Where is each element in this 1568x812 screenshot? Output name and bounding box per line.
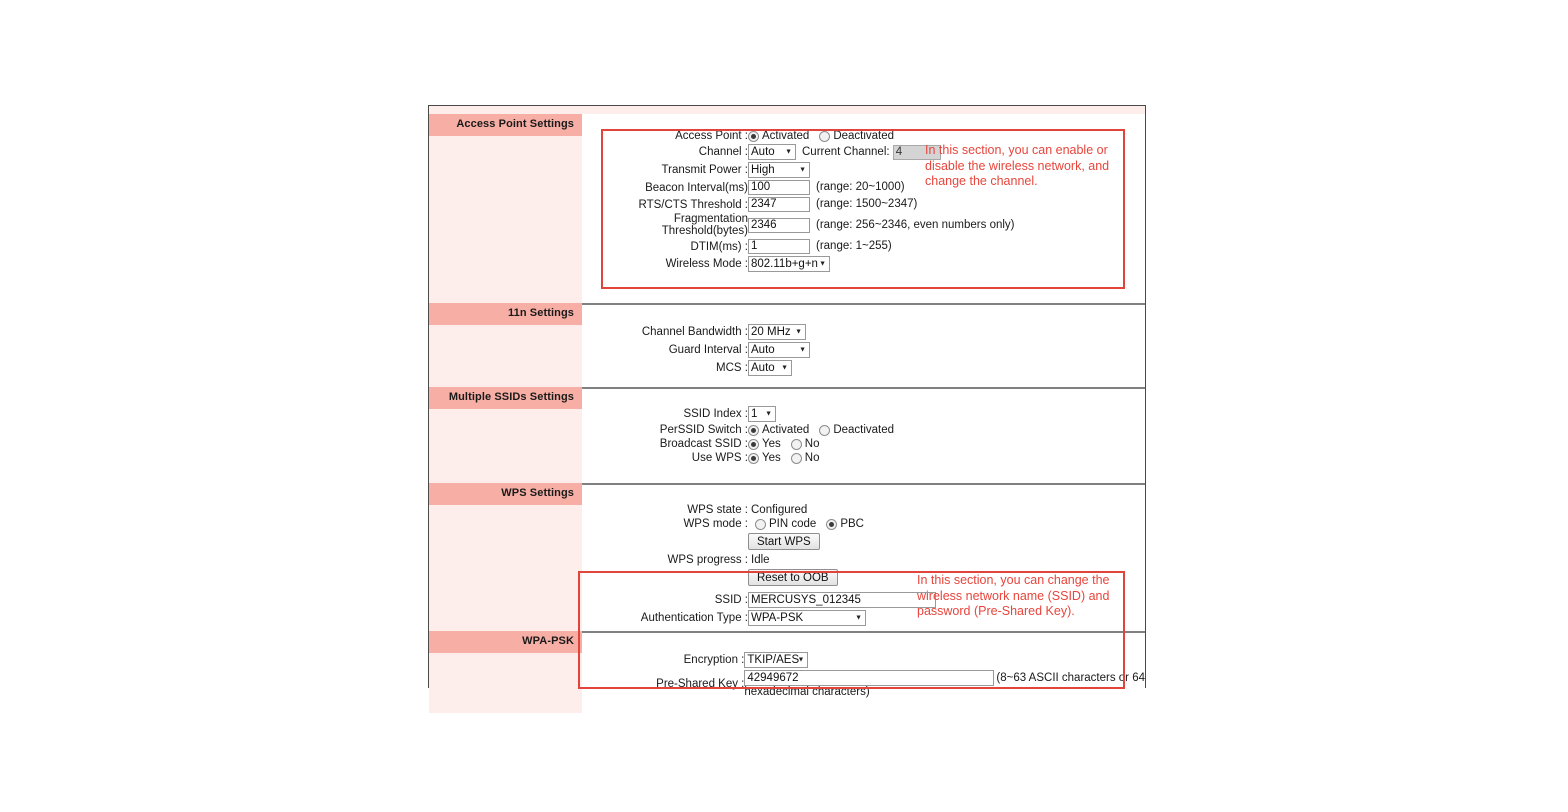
- channel-select[interactable]: [748, 144, 796, 160]
- transmit-power-label: Transmit Power :: [661, 164, 748, 177]
- authentication-type-select[interactable]: [748, 610, 866, 626]
- access-point-label: Access Point :: [675, 130, 748, 143]
- field-row-wps-state: [600, 503, 936, 517]
- pre-shared-key-input[interactable]: [744, 670, 994, 686]
- reset-oob-spacer: [600, 567, 748, 586]
- wps-settings-section: [582, 483, 1145, 631]
- dtim-input[interactable]: [748, 239, 810, 254]
- wps-mode-pin-code-label: PIN code: [769, 518, 817, 530]
- wps-progress-value-cell: [748, 553, 936, 567]
- ssid-index-select-wrap: [748, 406, 776, 422]
- perssid-switch-deactivated-radio[interactable]: [819, 425, 830, 436]
- sidebar-spacer-4: [429, 505, 582, 631]
- access-point-settings-section: [582, 114, 1145, 303]
- access-point-annotation-note: In this section, you can enable or disable the wireless network, and change the channel.: [925, 143, 1110, 188]
- multiple-ssids-fields: [600, 405, 904, 465]
- reset-to-oob-button[interactable]: Reset to OOB: [748, 569, 838, 586]
- pre-shared-key-hint-line2: hexadecimal characters): [744, 686, 870, 698]
- wps-progress-label: WPS progress :: [667, 554, 748, 567]
- access-point-radios: [748, 129, 1015, 143]
- authentication-type-label: Authentication Type :: [640, 612, 748, 625]
- section-nav-sidebar: [429, 114, 582, 689]
- sidebar-spacer-1: [429, 136, 582, 303]
- ssid-index-select[interactable]: [748, 406, 776, 422]
- use-wps-no-radio[interactable]: [791, 453, 802, 464]
- rts-cts-threshold-input[interactable]: [748, 197, 810, 212]
- transmit-power-select-wrap: [748, 162, 810, 178]
- guard-interval-label: Guard Interval :: [668, 344, 748, 356]
- perssid-switch-activated-label: Activated: [762, 424, 810, 436]
- broadcast-ssid-yes-label: Yes: [762, 438, 781, 451]
- sidebar-spacer-3: [429, 409, 582, 483]
- broadcast-ssid-radios: [748, 437, 904, 451]
- wps-state-value-cell: [748, 503, 936, 517]
- wps-fields: [600, 503, 936, 627]
- start-wps-spacer: [600, 531, 748, 553]
- wireless-mode-control: [748, 255, 1015, 273]
- field-row-fragmentation-threshold: [600, 213, 1015, 238]
- sidebar-label: WPS Settings: [501, 487, 574, 499]
- wps-state-value: Configured: [751, 504, 808, 516]
- wireless-mode-select-wrap: [748, 256, 830, 272]
- field-row-wps-mode: [600, 517, 936, 531]
- use-wps-yes-radio[interactable]: [748, 453, 759, 464]
- field-row-mcs: [600, 359, 810, 377]
- broadcast-ssid-yes-radio[interactable]: [748, 439, 759, 450]
- authentication-type-control: [748, 609, 936, 627]
- wpa-psk-section: [582, 631, 1145, 698]
- mcs-label: MCS :: [716, 362, 748, 374]
- broadcast-ssid-label: Broadcast SSID :: [659, 438, 748, 451]
- guard-interval-select[interactable]: [748, 342, 810, 358]
- beacon-interval-input[interactable]: [748, 180, 810, 195]
- rts-cts-threshold-label: RTS/CTS Threshold :: [638, 198, 748, 211]
- mcs-select-wrap: [748, 360, 792, 376]
- wpa-psk-fields: [600, 651, 1145, 699]
- sidebar-label: Multiple SSIDs Settings: [448, 391, 574, 403]
- field-row-perssid-switch: [600, 423, 904, 437]
- field-row-channel-bandwidth: [600, 323, 810, 341]
- fragmentation-threshold-hint: (range: 256~2346, even numbers only): [816, 219, 1015, 232]
- field-row-use-wps: [600, 451, 904, 465]
- channel-bandwidth-select[interactable]: [748, 324, 806, 340]
- channel-bandwidth-control: [748, 323, 810, 341]
- sidebar-label: 11n Settings: [508, 307, 574, 319]
- rts-cts-threshold-control: [748, 196, 1015, 213]
- pre-shared-key-label: Pre-Shared Key :: [656, 678, 745, 690]
- field-row-broadcast-ssid: [600, 437, 904, 451]
- router-admin-page: [428, 105, 1146, 698]
- channel-bandwidth-label: Channel Bandwidth :: [641, 326, 748, 338]
- guard-interval-select-wrap: [748, 342, 810, 358]
- fragmentation-threshold-control: [748, 213, 1015, 238]
- settings-content: [582, 114, 1145, 698]
- sidebar-item-multiple-ssids-settings[interactable]: [429, 387, 582, 409]
- sidebar-item-11n-settings[interactable]: [429, 303, 582, 325]
- start-wps-cell: [748, 531, 936, 553]
- dtim-hint: (range: 1~255): [816, 240, 892, 253]
- perssid-switch-deactivated-label: Deactivated: [833, 424, 895, 436]
- fragmentation-threshold-label-line1: Fragmentation: [673, 213, 748, 226]
- ssid-index-control: [748, 405, 904, 423]
- wps-mode-label: WPS mode :: [683, 518, 748, 531]
- encryption-select[interactable]: [744, 652, 808, 668]
- access-point-deactivated-radio[interactable]: [819, 131, 830, 142]
- use-wps-label: Use WPS :: [691, 452, 748, 465]
- wps-progress-value: Idle: [751, 554, 770, 567]
- wps-mode-pbc-label: PBC: [840, 518, 864, 530]
- field-row-guard-interval: [600, 341, 810, 359]
- sidebar-item-access-point-settings[interactable]: [429, 114, 582, 136]
- mcs-select[interactable]: [748, 360, 792, 376]
- field-row-encryption: [600, 651, 1145, 669]
- field-row-ssid: [600, 586, 936, 609]
- sidebar-label: WPA-PSK: [522, 635, 574, 647]
- access-point-activated-label: Activated: [762, 130, 810, 142]
- dtim-label: DTIM(ms) :: [690, 240, 748, 253]
- wps-mode-pbc-radio[interactable]: [826, 519, 837, 530]
- perssid-switch-radios: [748, 423, 904, 437]
- wps-state-label: WPS state :: [687, 504, 748, 516]
- sidebar-item-wpa-psk[interactable]: [429, 631, 582, 653]
- broadcast-ssid-no-radio[interactable]: [791, 439, 802, 450]
- perssid-switch-label: PerSSID Switch :: [659, 424, 748, 437]
- eleven-n-settings-section: [582, 303, 1145, 387]
- eleven-n-fields: [600, 323, 810, 377]
- field-row-start-wps: [600, 531, 936, 553]
- field-row-wps-progress: [600, 553, 936, 567]
- pre-shared-key-control: [744, 669, 1145, 699]
- dtim-control: [748, 238, 1015, 255]
- guard-interval-control: [748, 341, 810, 359]
- pre-shared-key-hint-line1: (8~63 ASCII characters or 64: [996, 672, 1145, 684]
- field-row-dtim: [600, 238, 1015, 255]
- encryption-select-wrap: [744, 652, 808, 668]
- reset-oob-cell: [748, 567, 936, 586]
- sidebar-item-wps-settings[interactable]: [429, 483, 582, 505]
- wps-mode-radios: [748, 517, 936, 531]
- field-row-reset-oob: [600, 567, 936, 586]
- beacon-interval-hint: (range: 20~1000): [816, 181, 905, 194]
- wps-ssid-annotation-note: In this section, you can change the wireless network name (SSID) and password (Pre-Shared Key).: [917, 573, 1110, 618]
- sidebar-spacer-5: [429, 653, 582, 713]
- encryption-control: [744, 651, 1145, 669]
- mcs-control: [748, 359, 810, 377]
- transmit-power-select[interactable]: [748, 162, 810, 178]
- page-layout: [429, 114, 1145, 698]
- top-strip: [429, 106, 1145, 114]
- sidebar-label: Access Point Settings: [456, 118, 574, 130]
- ssid-label: SSID :: [714, 594, 748, 607]
- sidebar-spacer-2: [429, 325, 582, 387]
- fragmentation-threshold-input[interactable]: [748, 218, 810, 233]
- field-row-authentication-type: [600, 609, 936, 627]
- use-wps-yes-label: Yes: [762, 452, 781, 465]
- authentication-type-select-wrap: [748, 610, 866, 626]
- fragmentation-threshold-label: [600, 213, 748, 238]
- ssid-index-label: SSID Index :: [683, 408, 748, 420]
- channel-label: Channel :: [698, 146, 748, 159]
- access-point-activated-radio[interactable]: [748, 131, 759, 142]
- rts-cts-threshold-hint: (range: 1500~2347): [816, 198, 918, 211]
- start-wps-button[interactable]: Start WPS: [748, 533, 820, 550]
- beacon-interval-label: Beacon Interval(ms): [645, 181, 748, 194]
- perssid-switch-activated-radio[interactable]: [748, 425, 759, 436]
- field-row-access-point: [600, 129, 1015, 143]
- channel-bandwidth-select-wrap: [748, 324, 806, 340]
- fragmentation-threshold-label-line2: Threshold(bytes): [661, 224, 748, 237]
- field-row-wireless-mode: [600, 255, 1015, 273]
- field-row-pre-shared-key: [600, 669, 1145, 699]
- broadcast-ssid-no-label: No: [804, 438, 820, 451]
- use-wps-radios: [748, 451, 904, 465]
- field-row-ssid-index: [600, 405, 904, 423]
- use-wps-no-label: No: [804, 452, 820, 465]
- multiple-ssids-settings-section: [582, 387, 1145, 483]
- encryption-label: Encryption :: [683, 654, 745, 666]
- wps-mode-pin-code-radio[interactable]: [755, 519, 766, 530]
- current-channel-label: Current Channel:: [802, 146, 890, 159]
- access-point-deactivated-label: Deactivated: [833, 130, 895, 142]
- wireless-mode-label: Wireless Mode :: [665, 258, 748, 271]
- channel-select-wrap: [748, 144, 796, 160]
- ssid-input[interactable]: [748, 592, 936, 608]
- wireless-mode-select[interactable]: [748, 256, 830, 272]
- ssid-control: [748, 586, 936, 609]
- field-row-rts-cts-threshold: [600, 196, 1015, 213]
